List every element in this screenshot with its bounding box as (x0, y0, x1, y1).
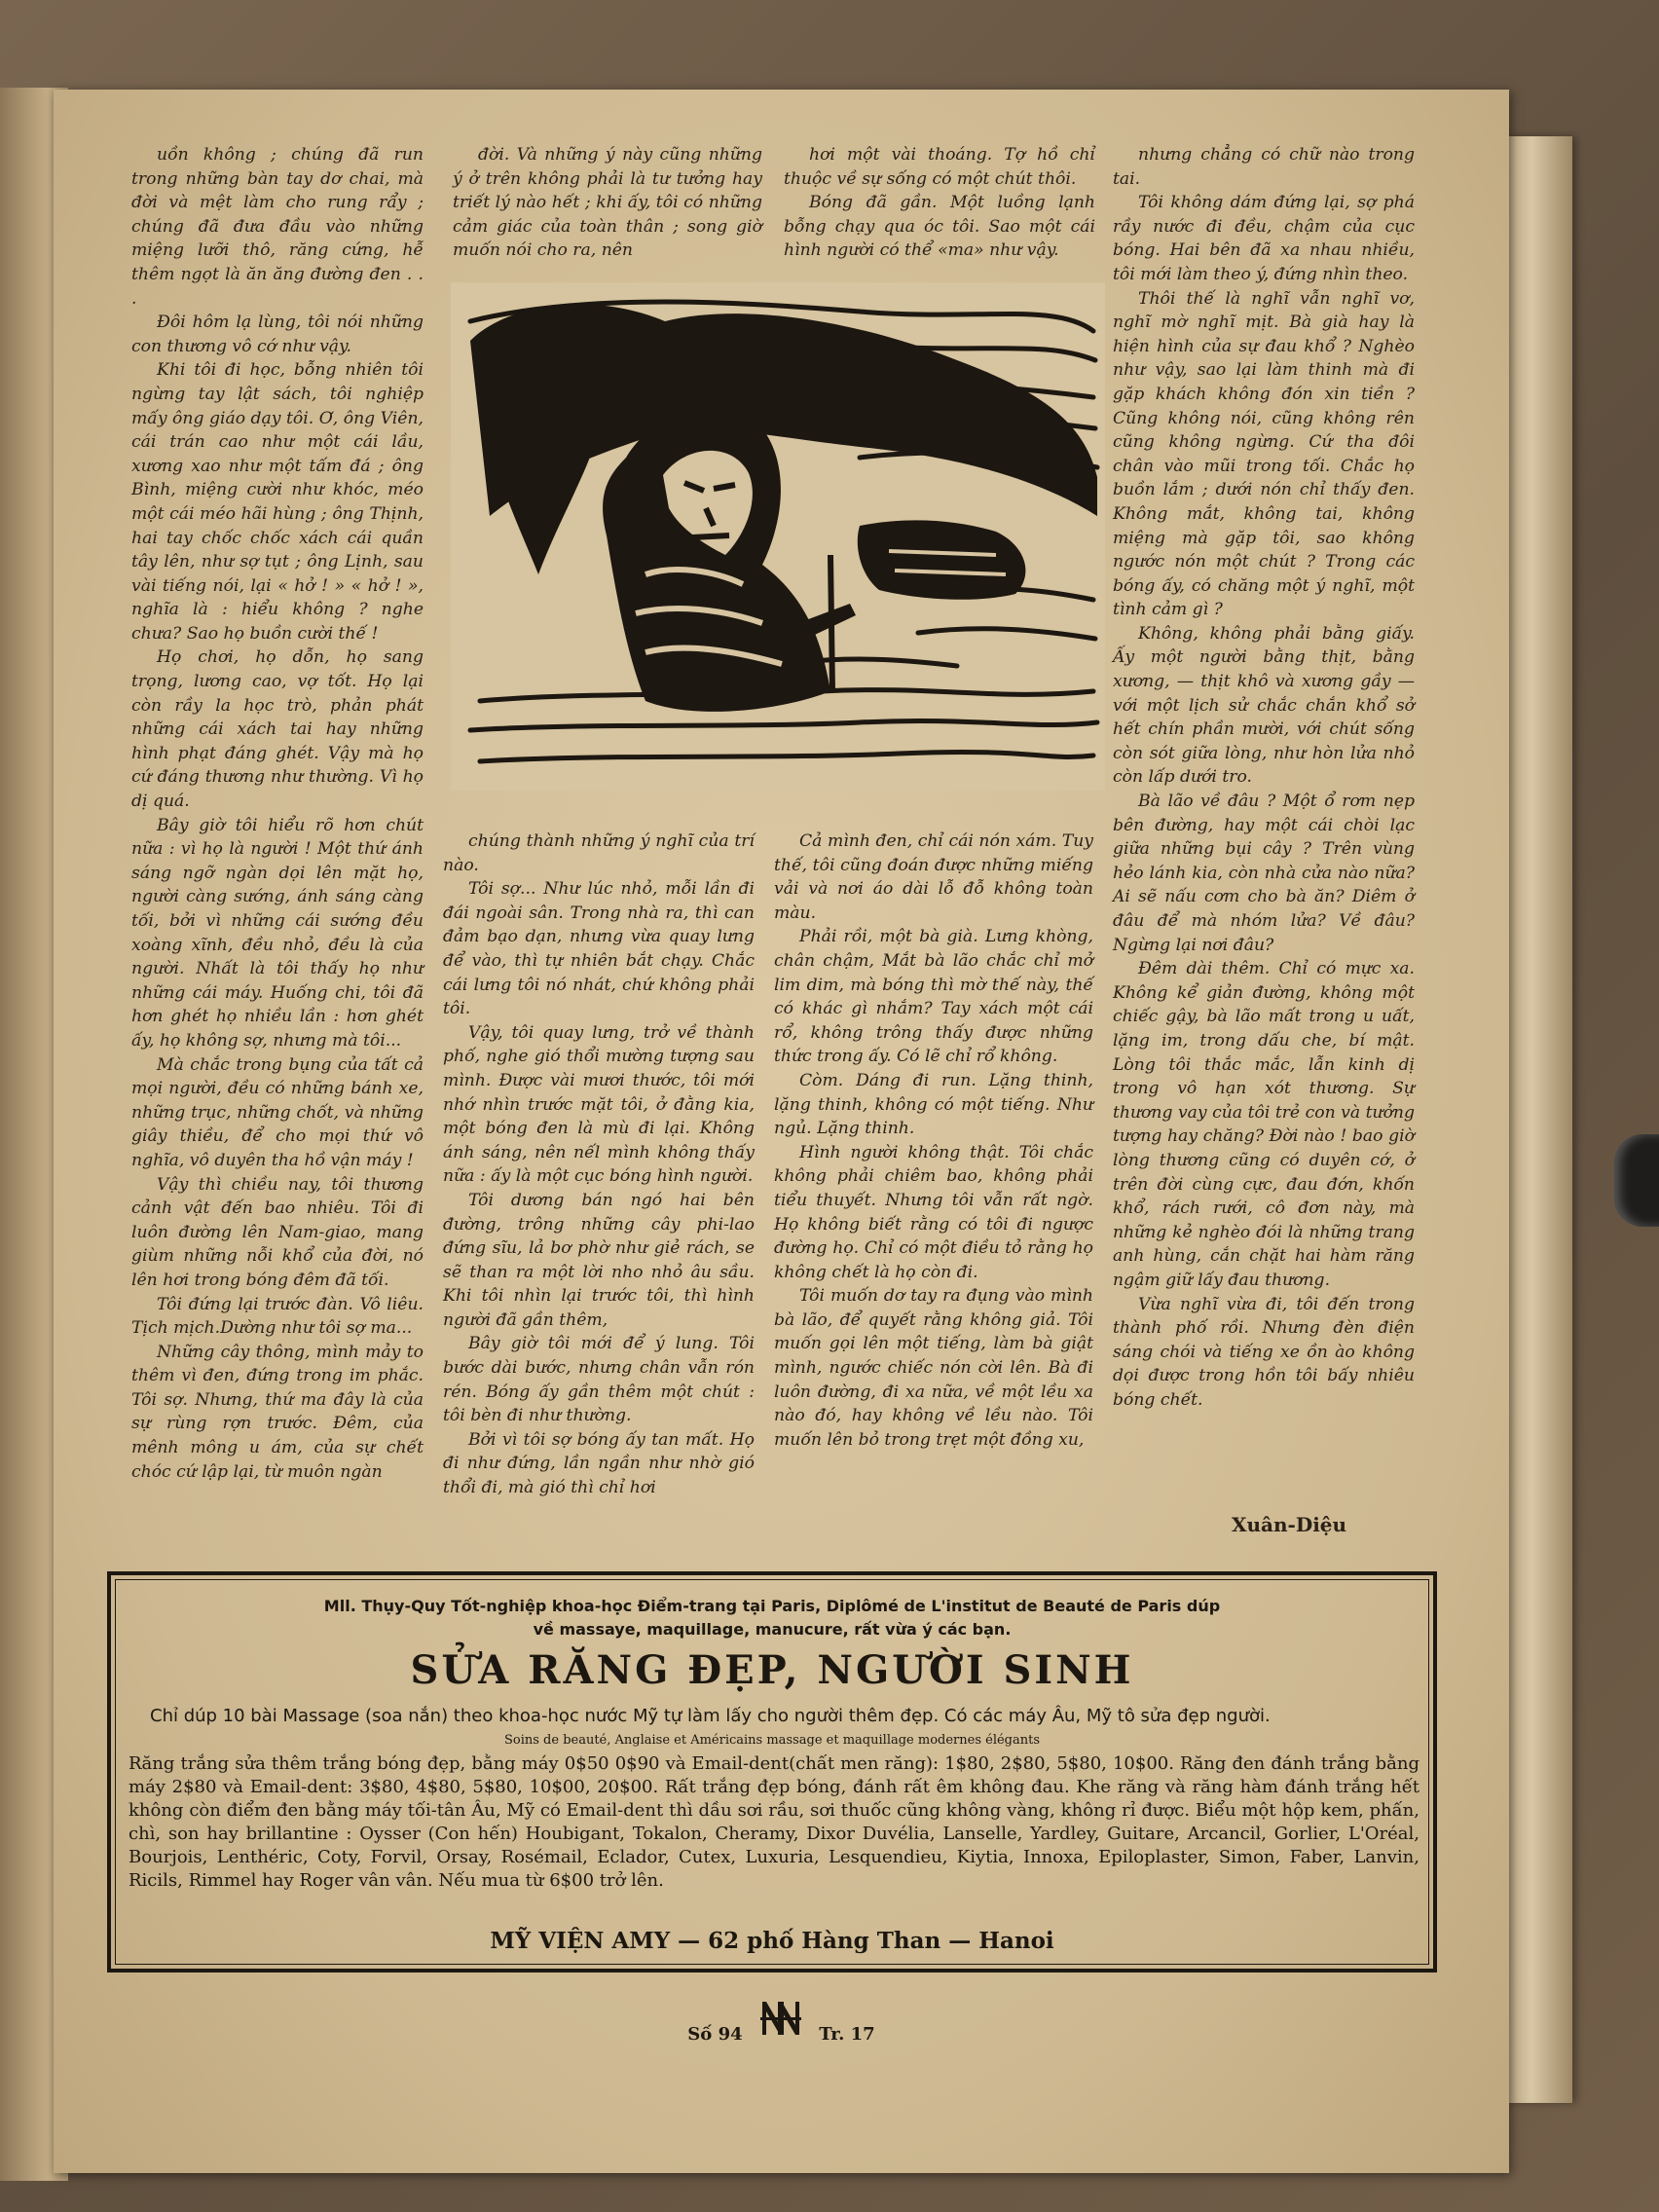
binder-clip (1614, 1134, 1659, 1227)
article-paragraph: Đôi hôm lạ lùng, tôi nói những con thương vô cớ như vậy. (131, 313, 424, 356)
article-paragraph: Vậy thì chiều nay, tôi thương cảnh vật đến bao nhiêu. Tôi đi luôn đường lên Nam-giao, mang giùm những nỗi khổ của đời, nó lên hơi trong bóng đêm đã tối. (131, 1174, 424, 1290)
article-paragraph: Bởi vì tôi sợ bóng ấy tan mất. Họ đi như đứng, lần ngần như nhờ gió thổi đi, mà gió thì chỉ hơi (443, 1429, 755, 1498)
page-footer (54, 1996, 1509, 2045)
article-column-2-top (453, 143, 762, 263)
article-paragraph: đời. Và những ý này cũng những ý ở trên không phải là tư tưởng hay triết lý nào hết ; khi ấy, tôi có những cảm giác của toàn thân ; song giờ muốn nói cho ra, nên (453, 145, 762, 261)
ad-intro-line-1: Mll. Thụy-Quy Tốt-nghiệp khoa-học Điểm-trang tại Paris, Diplômé de L'institut de Beauté de Paris dúp (323, 1597, 1221, 1615)
ad-body-text: Răng trắng sửa thêm trắng bóng đẹp, bằng máy 0$50 0$90 và Email-dent(chất men răng): 1$80, 2$80, 5$80, 10$00. Răng đen đánh trắng bằng máy 2$80 và Email-dent: 3$80, 4$80, 5$80, 10$00, 20$00. Rất trắng đẹp bóng, đánh rất êm không đau. Khe răng và răng hàm đánh trắng hết không còn điểm đen bằng máy tối-tân Âu, Mỹ có Email-dent thì dầu sơi rầu, sơi thuốc cũng không vàng, không rỉ được. Biểu một hộp kem, phấn, chì, son hay brillantine : Oysser (Con hến) Houbigant, Tokalon, Cheramy, Dixor Duvélia, Lanselle, Yardley, Guitare, Arcancil, Gorlier, L'Oréal, Bourjois, Lenthéric, Coty, Forvil, Orsay, Rosémail, Eclador, Cutex, Luxuria, Lesquendieu, Kiytia, Innoxa, Epiloplaster, Simon, Faber, Lanvin, Ricils, Rimmel hay Roger vân vân. Nếu mua từ 6$00 trở lên. (129, 1753, 1419, 1891)
woodcut-illustration (451, 282, 1105, 791)
ngay-nay-logo-icon (758, 1996, 803, 2039)
article-column-2-bottom (443, 830, 755, 1500)
article-paragraph: Bà lão về đâu ? Một ổ rơm nẹp bên đường, hay một cái chòi lạc giữa những bụi cây ? Trên vùng hẻo lánh kia, còn nhà cửa nào nữa? Ai sẽ nấu cơm cho bà ăn? Diêm ở đâu để mà nhóm lửa? Về đâu? Ngừng lại nơi đâu? (1113, 792, 1415, 955)
article-paragraph: Khi tôi đi học, bỗng nhiên tôi ngừng tay lật sách, tôi nghiệp mấy ông giáo dạy tôi. Ơ, ông Viên, cái trán cao như một cái lầu, xương xao như một tấm đá ; ông Bình, miệng cười như khóc, méo một cái méo hãi hùng ; ông Thịnh, hai tay chốc chốc xách cái quần tây lên, như sợ tụt ; ông Lịnh, sau vài tiếng nói, lại « hở ! » « hở ! », nghĩa là : hiểu không ? nghe chưa? Sao họ buồn cười thế ! (131, 360, 424, 644)
article-paragraph: Tôi đứng lại trước đàn. Vô liêu. Tịch mịch.Dường như tôi sợ ma... (131, 1294, 424, 1339)
book-edge (1504, 136, 1572, 2103)
article-column-4 (1113, 143, 1415, 1412)
article-column-1 (131, 143, 424, 1484)
article-paragraph: Họ chơi, họ dỗn, họ sang trọng, lương cao, vợ tốt. Họ lại còn rầy la học trò, phản phát những cái xách tai hay những hình phạt đáng ghét. Vậy mà họ cứ đáng thương như thường. Vì họ dị quá. (131, 647, 424, 812)
article-paragraph: Cả mình đen, chỉ cái nón xám. Tuy thế, tôi cũng đoán được những miếng vải và nơi áo dài lỗ đỗ không toàn màu. (774, 831, 1093, 923)
author-signature: Xuân-Diệu (1232, 1513, 1347, 1536)
ad-headline: SỬA RĂNG ĐẸP, NGƯỜI SINH (410, 1647, 1134, 1693)
article-paragraph: Tôi sợ... Như lúc nhỏ, mỗi lần đi đái ngoài sân. Trong nhà ra, thì can đảm bạo dạn, nhưng vừa quay lưng để vào, thì tự nhiên bắt chạy. Chắc cái lưng tôi nó nhát, chứ không phải tôi. (443, 879, 755, 1019)
article-paragraph: Bóng đã gần. Một luồng lạnh bỗng chạy qua óc tôi. Sao một cái hình người có thể «ma» như vậy. (784, 193, 1095, 261)
ad-intro-line-2: về massaye, maquillage, manucure, rất vừa ý các bạn. (533, 1620, 1012, 1639)
article-paragraph: Bây giờ tôi mới để ý lung. Tôi bước dài bước, nhưng chân vẫn rón rén. Bóng ấy gần thêm một chút : tôi bèn đi như thường. (443, 1334, 755, 1426)
article-paragraph: Mà chắc trong bụng của tất cả mọi người, đều có những bánh xe, những trục, những chốt, và những giây thiều, để cho mọi thứ vô nghĩa, vô duyên tha hồ vận máy ! (131, 1054, 424, 1170)
article-paragraph: Bây giờ tôi hiểu rõ hơn chút nữa : vì họ là người ! Một thứ ánh sáng ngỡ ngàn dọi lên mặt họ, người càng sướng, ánh sáng càng tối, bởi vì những cái sướng đều xoàng xĩnh, đều nhỏ, đều là của người. Nhất là tôi thấy họ như những cái máy. Huống chi, tôi đã hơn ghét họ nhiều lần : hơn ghét ấy, họ không sợ, nhưng mà tôi... (131, 815, 424, 1051)
ad-french-tagline: Soins de beauté, Anglaise et Américains massage et maquillage modernes élégants (503, 1733, 1041, 1748)
issue-number: Số 94 (687, 2023, 743, 2045)
article-paragraph: Những cây thông, mình mảy to thêm vì đen, đứng trong im phắc. Tôi sợ. Nhưng, thứ ma đây là của sự rùng rợn trước. Đêm, của mênh mông u ám, của sự chết chóc cứ lập lại, từ muôn ngàn (131, 1342, 424, 1482)
article-paragraph: hơi một vài thoáng. Tợ hồ chỉ thuộc về sự sống có một chút thôi. (784, 145, 1095, 189)
ad-address: MỸ VIỆN AMY — 62 phố Hàng Than — Hanoi (490, 1928, 1054, 1954)
article-paragraph: Hình người không thật. Tôi chắc không phải chiêm bao, không phải tiểu thuyết. Nhưng tôi vẫn rất ngờ. Họ không biết rằng có tôi đi ngược đường họ. Chỉ có một điều tỏ rằng họ không chết là họ còn đi. (774, 1142, 1093, 1282)
article-paragraph: uồn không ; chúng đã run trong những bàn tay dơ chai, mà đời và mệt làm cho rung rẩy ; chúng đã đưa đầu vào những miệng lưỡi thô, răng cứng, hễ thêm ngọt là ăn ăng đường đen . . . (131, 145, 424, 309)
article-paragraph: Đêm dài thêm. Chỉ có mực xa. Không kể giản đường, không một chiếc gậy, bà lão mất trong u uất, lặng im, trong dấu che, bí mật. Lòng tôi thắc mắc, lẫn kinh dị trong vô hạn xót thương. Sự thương vay của tôi trẻ con và tưởng tượng hay chăng? Đời nào ! bao giờ lòng thương cũng có duyên cớ, ở trên đời cùng cực, đau đớn, khốn khổ, rách rưới, cô đơn này, mà những kẻ nghèo đói là những trang anh hùng, cắn chặt hai hàm răng ngậm giữ lấy đau thương. (1113, 959, 1415, 1290)
article-paragraph: Tôi dương bán ngó hai bên đường, trông những cây phi-lao đứng sĩu, lả bơ phờ như giẻ rách, se sẽ than ra một lời nho nhỏ âu sầu. Khi tôi nhìn lại trước tôi, thì hình người đã gần thêm, (443, 1190, 755, 1330)
article-paragraph: Không, không phải bằng giấy. Ấy một người bằng thịt, bằng xương, — thịt khô và xương gầy — với một lịch sử chắc chắn khổ sở hết chín phần mười, với chút sống còn sót giữa lòng, như hòn lửa nhỏ còn lấp dưới tro. (1113, 623, 1415, 788)
ad-massage-line: Chỉ dúp 10 bài Massage (soa nắn) theo khoa-học nước Mỹ tự làm lấy cho người thêm đẹp. Có các máy Âu, Mỹ tô sửa đẹp người. (150, 1706, 1271, 1726)
article-paragraph: Tôi muốn dơ tay ra đụng vào mình bà lão, để quyết rằng không giả. Tôi muốn gọi lên một tiếng, làm bà giật mình, ngước chiếc nón cời lên. Bà đi luôn đường, đi xa nữa, về một lều xa nào đó, hay không về lều nào. Tôi muốn lên bỏ trong trẹt một đồng xu, (774, 1286, 1093, 1450)
magazine-page (54, 90, 1509, 2173)
article-paragraph: Còm. Dáng đi run. Lặng thinh, lặng thinh, không có một tiếng. Như ngủ. Lặng thinh. (774, 1070, 1093, 1139)
beauty-salon-advertisement (107, 1571, 1437, 1972)
article-paragraph: Vậy, tôi quay lưng, trở về thành phố, nghe gió thổi mường tượng sau mình. Được vài mươi thước, tôi mới nhớ nhìn trước mặt tôi, ở đằng kia, một bóng đen là mù đi lại. Không ánh sáng, nên nếl mình không thấy nữa : ấy là một cục bóng hình người. (443, 1022, 755, 1187)
article-column-3-top (784, 143, 1095, 263)
article-column-3-bottom (774, 830, 1093, 1452)
page-number: Tr. 17 (819, 2023, 875, 2045)
article-paragraph: Phải rồi, một bà già. Lưng khòng, chân chậm, Mắt bà lão chắc chỉ mở lim dim, mà bóng thì mờ thế này, thế có khác gì nhắm? Tay xách một cái rổ, không trông thấy được những thức trong ấy. Có lẽ chỉ rổ không. (774, 927, 1093, 1067)
article-paragraph: nhưng chẳng có chữ nào trong tai. (1113, 145, 1415, 189)
article-paragraph: Tôi không dám đứng lại, sợ phá rầy nước đi đều, chậm của cục bóng. Hai bên đã xa nhau nhiều, tôi mới làm theo ý, đứng nhìn theo. (1113, 193, 1415, 284)
article-paragraph: chúng thành những ý nghĩ của trí nào. (443, 831, 755, 875)
article-paragraph: Vừa nghĩ vừa đi, tôi đến trong thành phố rồi. Nhưng đèn điện sáng chói và tiếng xe ồn ào không dọi được trong hồn tôi bấy nhiêu bóng chết. (1113, 1294, 1415, 1410)
article-paragraph: Thôi thế là nghĩ vẫn nghĩ vơ, nghĩ mờ nghĩ mịt. Bà già hay là hiện hình của sự đau khổ ? Nghèo như vậy, sao lại làm thinh mà đi gặp khách không đón xin tiền ? Cũng không nói, cũng không rên cũng không ngừng. Cứ tha đôi chân vào mũi trong tối. Chắc họ buồn lắm ; dưới nón chỉ thấy đen. Không mắt, không tai, không miệng mà gặp tôi, sao không ngước nón một chút ? Trong các bóng ấy, có chăng một ý nghĩ, một tình cảm gì ? (1113, 288, 1415, 620)
